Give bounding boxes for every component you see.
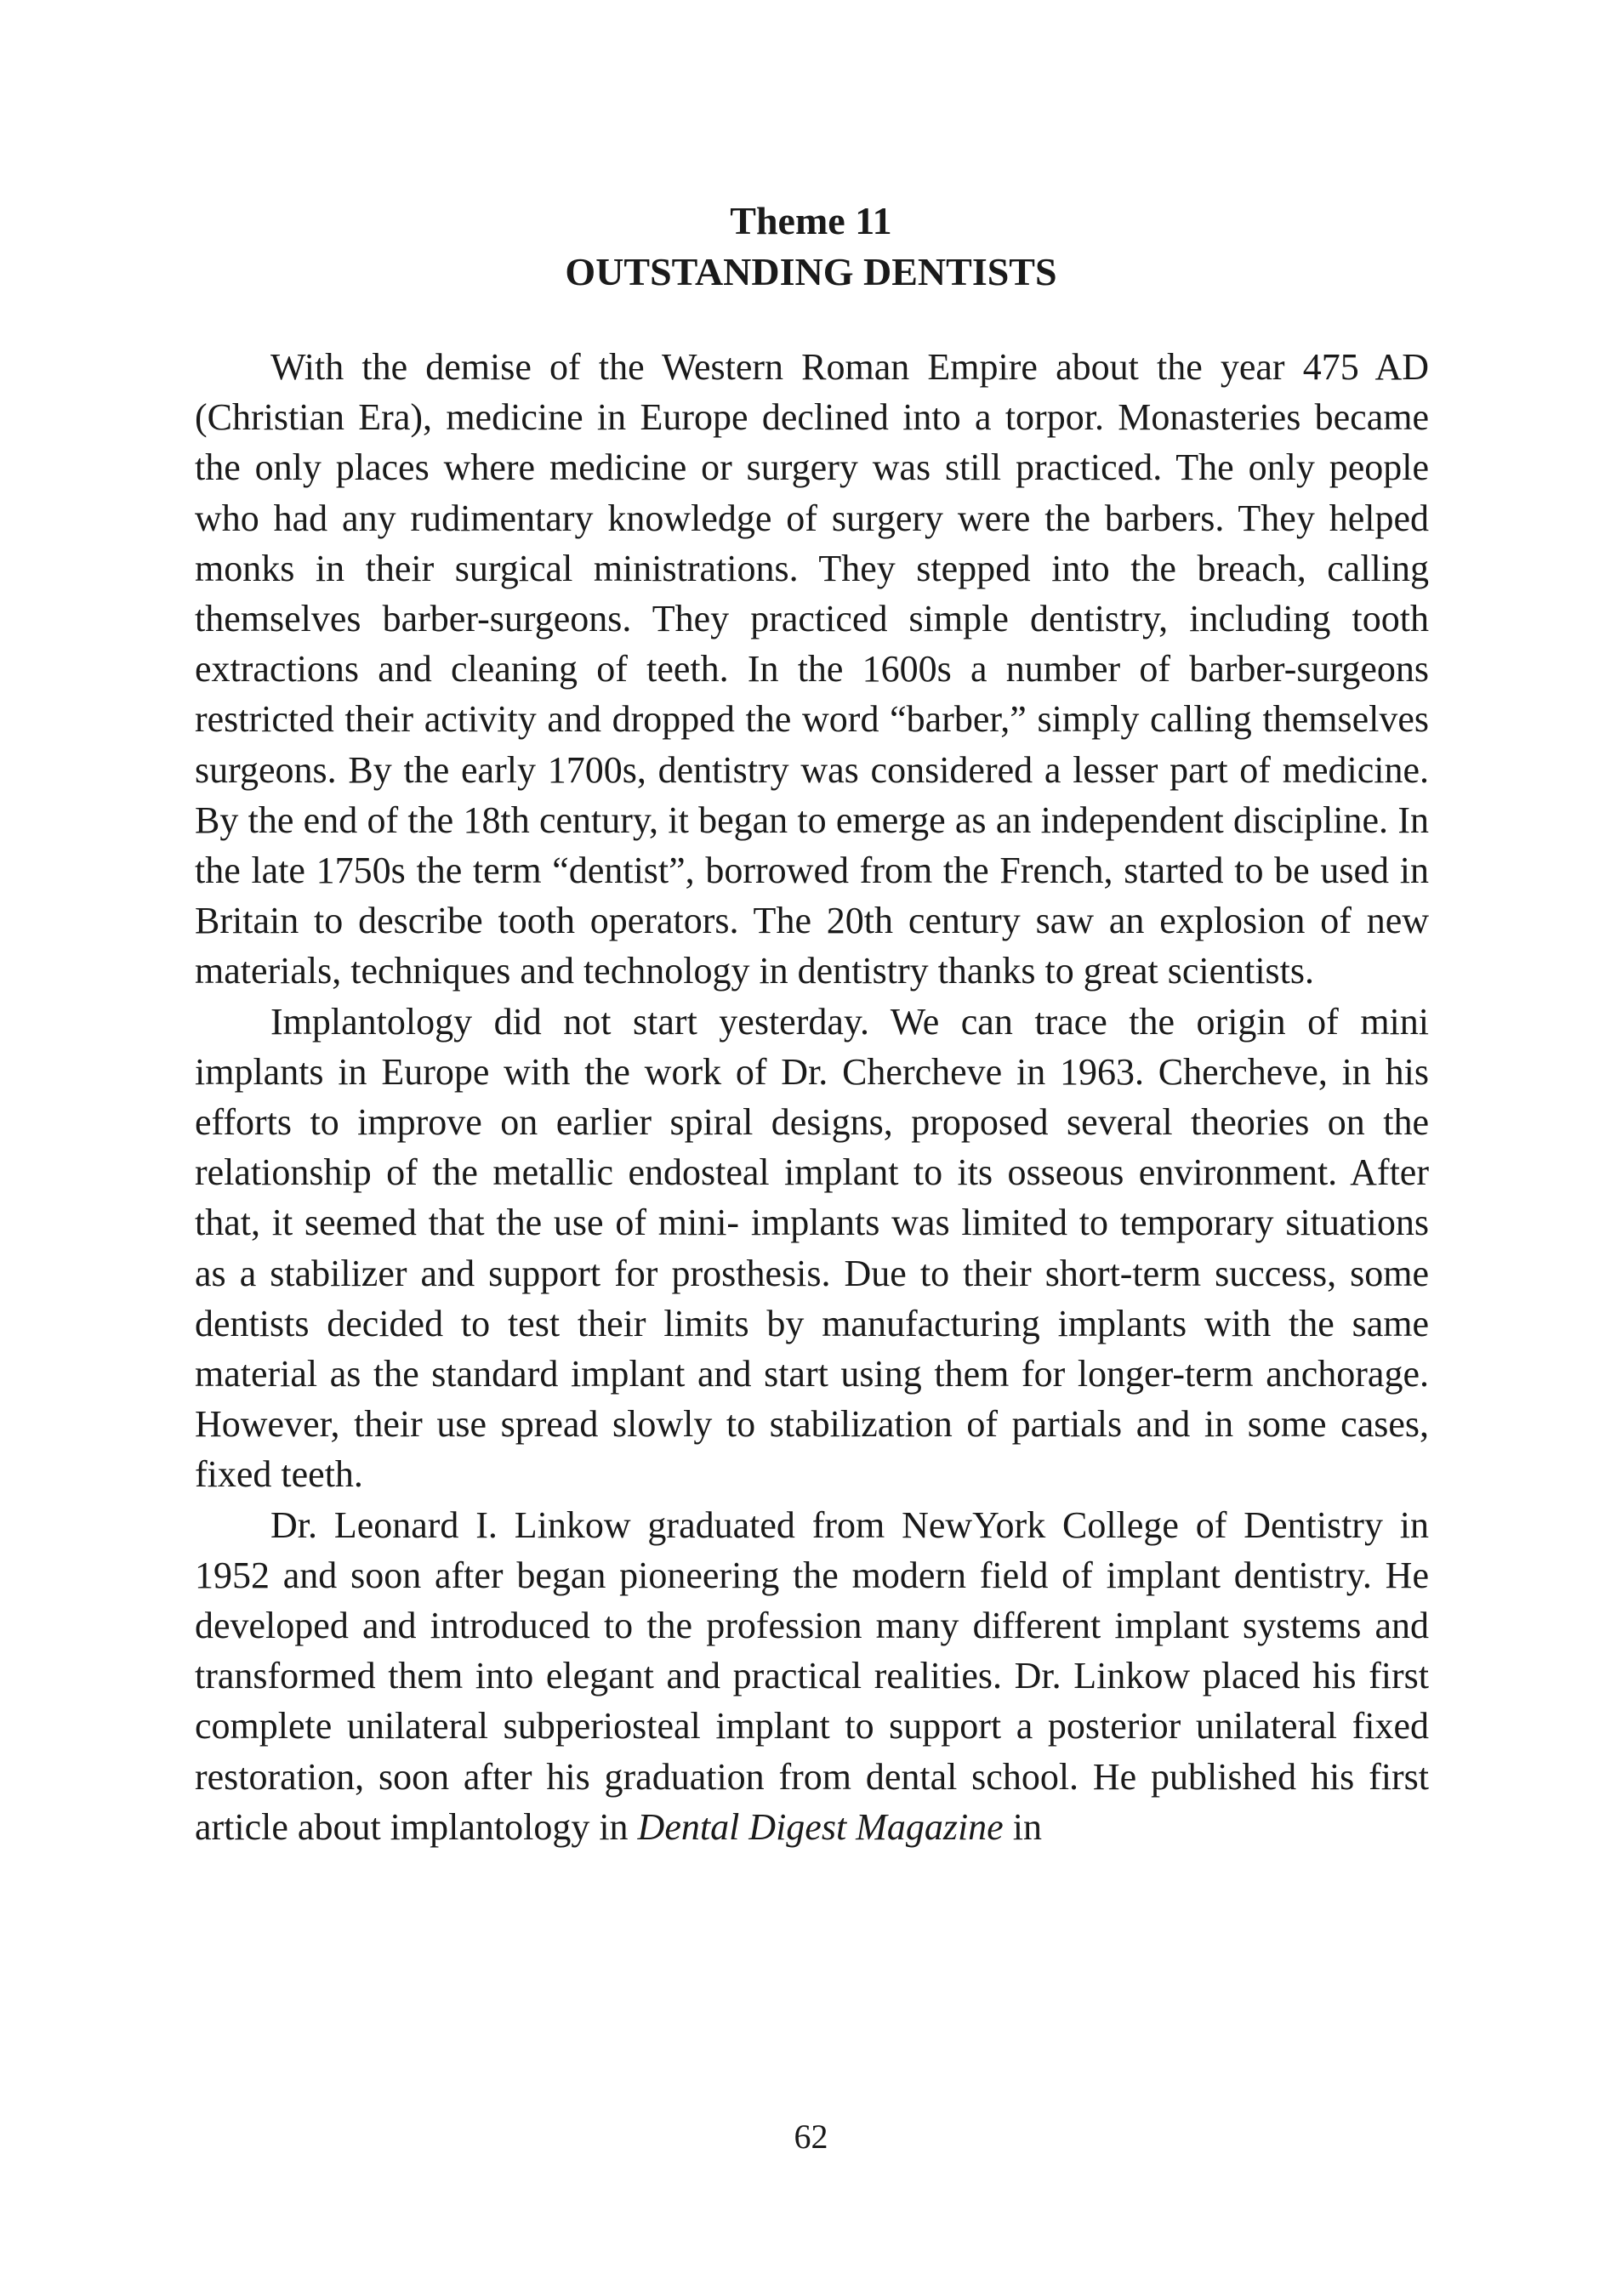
body-text (195, 342, 1429, 1852)
magazine-title: Dental Digest Magazine (637, 1805, 1004, 1848)
theme-title: OUTSTANDING DENTISTS (565, 250, 1057, 293)
paragraph-3 (195, 1500, 1429, 1852)
paragraph-2: Implantology did not start yesterday. We can trace the origin of mini implants in Europe with the work of Dr. Chercheve in 1963. Chercheve, in his efforts to improve on earlier spiral designs, proposed several theories on the relationship of the metallic endosteal implant to its osseous environment. After that, it seemed that the use of mini- implants was limited to temporary situations as a stabilizer and support for prosthesis. Due to their short-term success, some dentists decided to test their limits by manufacturing implants with the same material as the standard implant and start using them for longer-term anchorage. However, their use spread slowly to stabilization of partials and in some cases, fixed teeth. (195, 1000, 1429, 1496)
paragraph-1: With the demise of the Western Roman Empire about the year 475 AD (Christian Era), medicine in Europe declined into a torpor. Monasteries became the only places where medicine or surgery was still practiced. The only people who had any rudimentary knowledge of surgery were the barbers. They helped monks in their surgical ministrations. They stepped into the breach, calling themselves barber-surgeons. They practiced simple dentistry, including tooth extractions and cleaning of teeth. In the 1600s a number of barber-surgeons restricted their activity and dropped the word “barber,” simply calling themselves surgeons. By the early 1700s, dentistry was considered a lesser part of medicine. By the end of the 18th century, it began to emerge as an independent discipline. In the late 1750s the term “dentist”, borrowed from the French, started to be used in Britain to describe tooth operators. The 20th century saw an explosion of new materials, techniques and technology in dentistry thanks to great scientists. (195, 346, 1429, 992)
paragraph-3-text: Dr. Leonard I. Linkow graduated from NewYork College of Dentistry in 1952 and soon after began pioneering the modern field of implant dentistry. He developed and introduced to the profession many different implant systems and transformed them into elegant and practical realities. Dr. Linkow placed his first complete unilateral subperiosteal implant to support a posterior unilateral fixed restoration, soon after his graduation from dental school. He published his first article about implantology in (195, 1503, 1429, 1848)
paragraph-3-tail: in (1003, 1805, 1042, 1848)
page-number: 62 (794, 2117, 828, 2156)
theme-label: Theme 11 (730, 199, 892, 242)
